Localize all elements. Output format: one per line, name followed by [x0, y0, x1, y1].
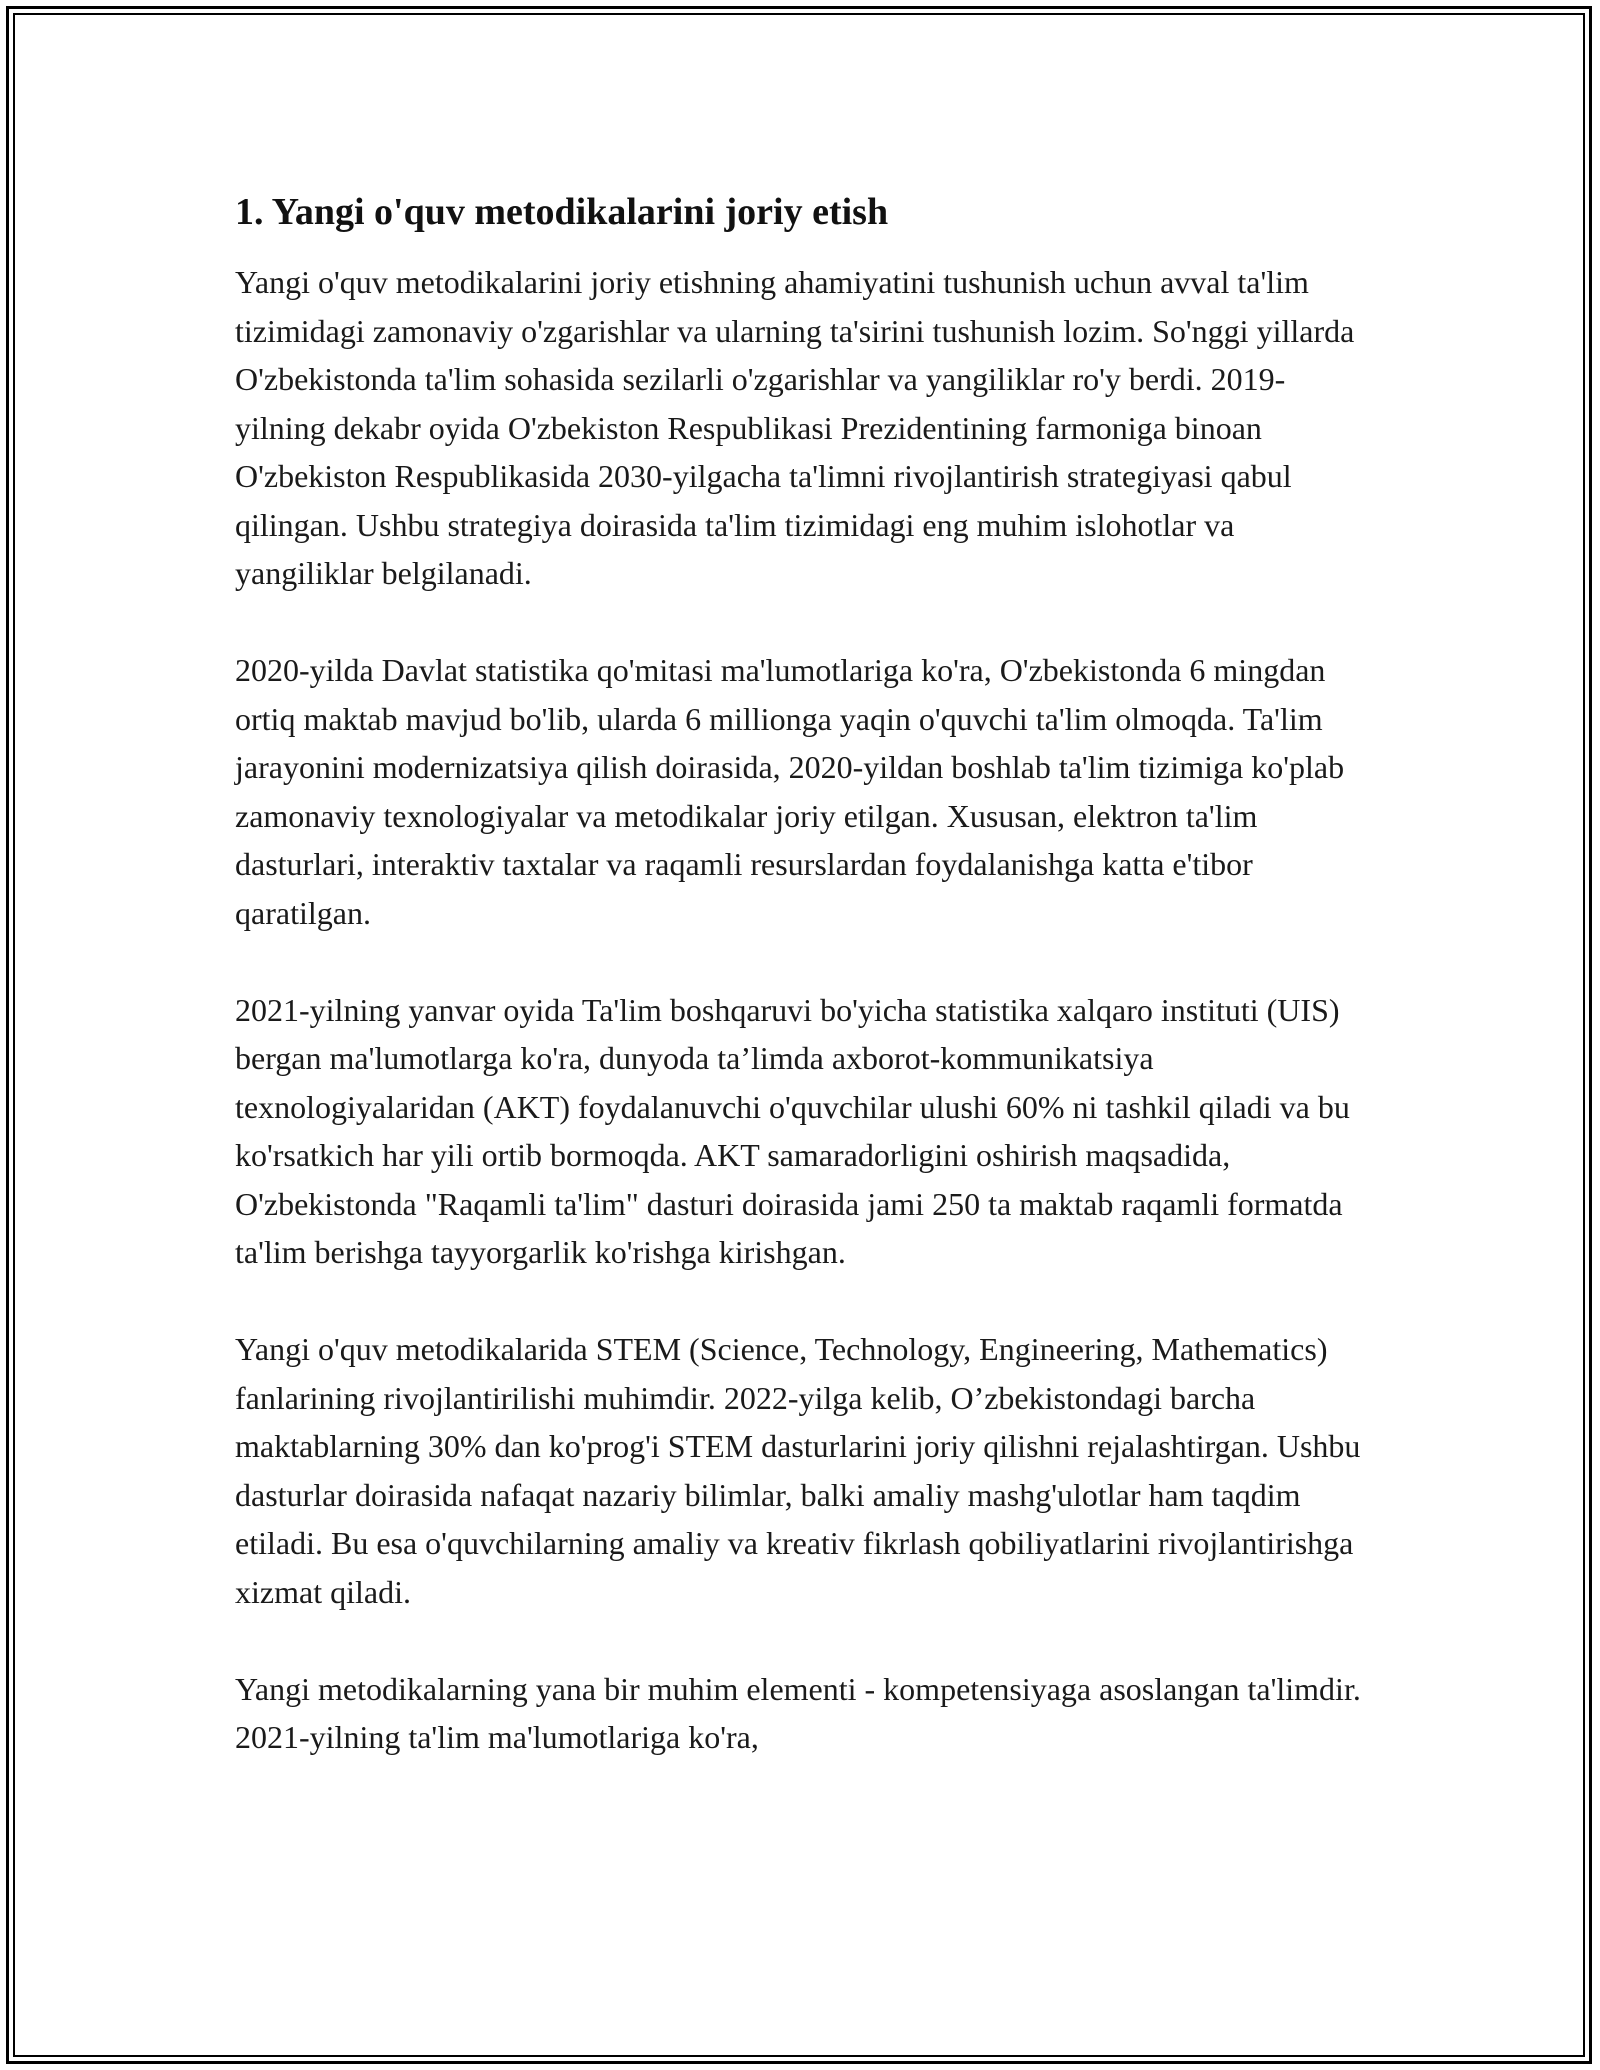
paragraph-1: Yangi o'quv metodikalarini joriy etishning ahamiyatini tushunish uchun avval ta'lim tizimidagi zamonaviy o'zgarishlar va ularning ta'sirini tushunish lozim. So'nggi yillarda O'zbekistonda ta'lim sohasida sezilarli o'zgarishlar va yangiliklar ro'y berdi. 2019-yilning dekabr oyida O'zbekiston Respublikasi Prezidentining farmoniga binoan O'zbekiston Respublikasida 2030-yilgacha ta'limni rivojlantirish strategiyasi qabul qilingan. Ushbu strategiya doirasida ta'lim tizimidagi eng muhim islohotlar va yangiliklar belgilanadi.	[235, 264, 1355, 591]
paragraph-3: 2021-yilning yanvar oyida Ta'lim boshqaruvi bo'yicha statistika xalqaro instituti (UIS) bergan ma'lumotlarga ko'ra, dunyoda ta’limda axborot-kommunikatsiya texnologiyalaridan (AKT) foydalanuvchi o'quvchilar ulushi 60% ni tashkil qiladi va bu ko'rsatkich har yili ortib bormoqda. AKT samaradorligini oshirish maqsadida, O'zbekistonda "Raqamli ta'lim" dasturi doirasida jami 250 ta maktab raqamli formatda ta'lim berishga tayyorgarlik ko'rishga kirishgan.	[235, 991, 1350, 1270]
paragraph-5: Yangi metodikalarning yana bir muhim elementi - kompetensiyaga asoslangan ta'limdir. 2021-yilning ta'lim ma'lumotlariga ko'ra,	[235, 1670, 1361, 1755]
section-heading: 1. Yangi o'quv metodikalarini joriy etish	[235, 191, 889, 233]
paragraph-4: Yangi o'quv metodikalarida STEM (Science, Technology, Engineering, Mathematics) fanlarining rivojlantirilishi muhimdir. 2022-yilga kelib, O’zbekistondagi barcha maktablarning 30% dan ko'prog'i STEM dasturlarini joriy qilishni rejalashtirgan. Ushbu dasturlar doirasida nafaqat nazariy bilimlar, balki amaliy mashg'ulotlar ham taqdim etiladi. Bu esa o'quvchilarning amaliy va kreativ fikrlash qobiliyatlarini rivojlantirishga xizmat qiladi.	[235, 1331, 1361, 1610]
paragraph-2: 2020-yilda Davlat statistika qo'mitasi ma'lumotlariga ko'ra, O'zbekistonda 6 mingdan ortiq maktab mavjud bo'lib, ularda 6 millionga yaqin o'quvchi ta'lim olmoqda. Ta'lim jarayonini modernizatsiya qilish doirasida, 2020-yildan boshlab ta'lim tizimiga ko'plab zamonaviy texnologiyalar va metodikalar joriy etilgan. Xususan, elektron ta'lim dasturlari, interaktiv taxtalar va raqamli resurslardan foydalanishga katta e'tibor qaratilgan.	[235, 652, 1345, 931]
document-body	[235, 184, 1375, 1810]
